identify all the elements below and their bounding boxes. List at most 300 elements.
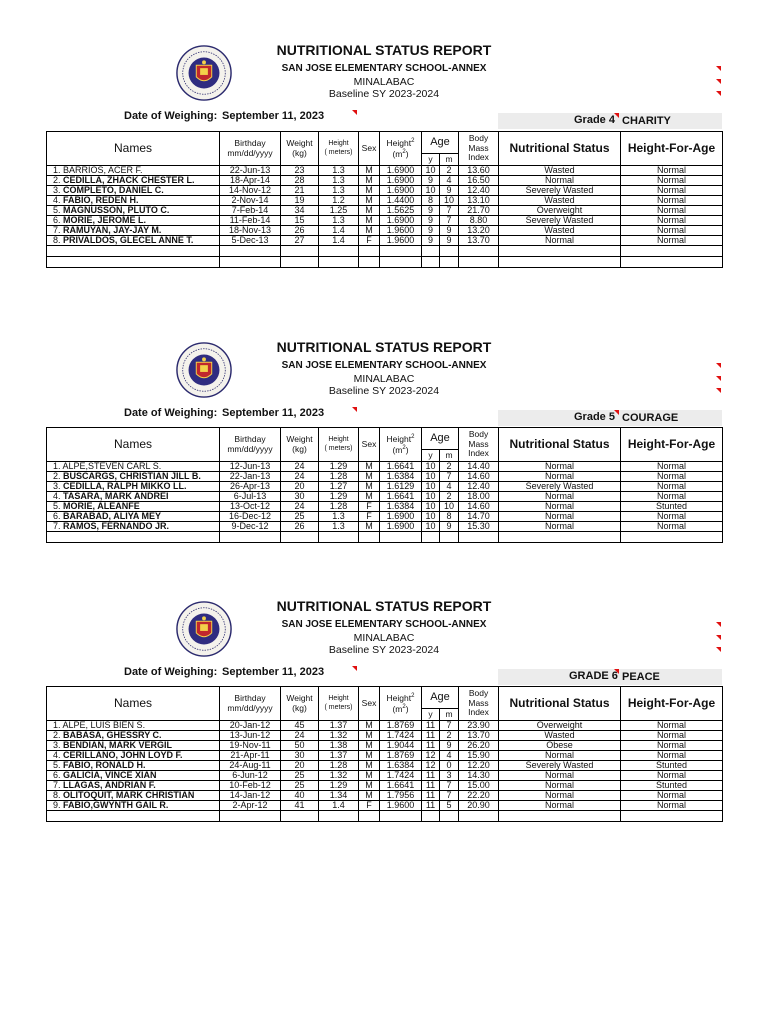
student-name: 2. BUSCARGS, CHRISTIAN JILL B.: [47, 472, 220, 482]
col-height-squared: Height$^2$ $(m^2)$: [380, 687, 422, 721]
height-for-age-cell: Normal: [621, 472, 723, 482]
age-years-cell: 10: [422, 482, 440, 492]
col-weight: Weight (kg): [281, 132, 319, 166]
sex-cell: M: [359, 741, 380, 751]
height-for-age-cell: Normal: [621, 176, 723, 186]
height-squared-cell: 1.7424: [380, 731, 422, 741]
weight-cell: 45: [281, 721, 319, 731]
nutritional-status-cell: Normal: [499, 502, 621, 512]
empty-cell: [621, 532, 723, 543]
height-for-age-cell: Stunted: [621, 761, 723, 771]
table-row: [47, 522, 723, 532]
birthday-cell: 13-Oct-12: [220, 502, 281, 512]
height-cell: 1.28: [319, 761, 359, 771]
height-squared-cell: 1.7956: [380, 791, 422, 801]
height-for-age-cell: Normal: [621, 771, 723, 781]
height-cell: 1.27: [319, 482, 359, 492]
bmi-cell: 14.60: [459, 472, 499, 482]
comment-marker: [716, 622, 721, 627]
date-of-weighing-label: Date of Weighing:: [124, 110, 218, 122]
height-for-age-cell: Normal: [621, 731, 723, 741]
bmi-cell: 20.90: [459, 801, 499, 811]
col-height: Height ( meters): [319, 687, 359, 721]
weight-cell: 23: [281, 166, 319, 176]
height-cell: 1.29: [319, 462, 359, 472]
empty-row: [47, 811, 723, 822]
student-name: 8. OLITOQUIT, MARK CHRISTIAN: [47, 791, 220, 801]
birthday-cell: 9-Dec-12: [220, 522, 281, 532]
height-for-age-cell: Normal: [621, 522, 723, 532]
school-name: SAN JOSE ELEMENTARY SCHOOL-ANNEX: [281, 360, 487, 371]
height-squared-cell: 1.6641: [380, 492, 422, 502]
comment-marker: [614, 669, 619, 674]
empty-cell: [459, 257, 499, 268]
table-row: [47, 186, 723, 196]
birthday-cell: 6-Jul-13: [220, 492, 281, 502]
empty-cell: [380, 811, 422, 822]
weight-cell: 24: [281, 472, 319, 482]
sex-cell: M: [359, 226, 380, 236]
table-row: [47, 512, 723, 522]
col-bmi: Body Mass Index: [459, 687, 499, 721]
date-of-weighing-label: Date of Weighing:: [124, 666, 218, 678]
student-name: 6. GALICIA, VINCE XIAN: [47, 771, 220, 781]
empty-cell: [499, 811, 621, 822]
age-years-cell: 10: [422, 462, 440, 472]
col-age-months: m: [440, 450, 459, 462]
weight-cell: 25: [281, 781, 319, 791]
birthday-cell: 7-Feb-14: [220, 206, 281, 216]
age-years-cell: 12: [422, 751, 440, 761]
nutritional-status-cell: Normal: [499, 512, 621, 522]
age-years-cell: 10: [422, 166, 440, 176]
height-cell: 1.2: [319, 196, 359, 206]
age-months-cell: 7: [440, 791, 459, 801]
date-of-weighing-value: September 11, 2023: [222, 110, 325, 122]
weight-cell: 19: [281, 196, 319, 206]
height-squared-cell: 1.8769: [380, 721, 422, 731]
bmi-cell: 12.40: [459, 186, 499, 196]
nutritional-status-table: [46, 686, 723, 822]
weight-cell: 24: [281, 462, 319, 472]
birthday-cell: 14-Nov-12: [220, 186, 281, 196]
height-for-age-cell: Normal: [621, 226, 723, 236]
empty-cell: [359, 532, 380, 543]
sex-cell: M: [359, 751, 380, 761]
height-cell: 1.3: [319, 176, 359, 186]
col-weight: Weight (kg): [281, 687, 319, 721]
table-row: [47, 751, 723, 761]
height-for-age-cell: Normal: [621, 791, 723, 801]
age-months-cell: 7: [440, 781, 459, 791]
weight-cell: 34: [281, 206, 319, 216]
empty-cell: [422, 246, 440, 257]
birthday-cell: 10-Feb-12: [220, 781, 281, 791]
student-name: 1. ALPE, LUIS BIEN S.: [47, 721, 220, 731]
birthday-cell: 2-Nov-14: [220, 196, 281, 206]
weight-cell: 26: [281, 226, 319, 236]
height-for-age-cell: Normal: [621, 462, 723, 472]
empty-cell: [380, 246, 422, 257]
nutritional-status-cell: Obese: [499, 741, 621, 751]
age-years-cell: 10: [422, 472, 440, 482]
student-name: 6. MORIE, JEROME L.: [47, 216, 220, 226]
height-cell: 1.28: [319, 472, 359, 482]
bmi-cell: 12.40: [459, 482, 499, 492]
age-months-cell: 2: [440, 731, 459, 741]
empty-cell: [220, 257, 281, 268]
col-age-years: y: [422, 709, 440, 721]
baseline-year: Baseline SY 2023-2024: [328, 385, 440, 397]
weight-cell: 25: [281, 771, 319, 781]
empty-cell: [47, 532, 220, 543]
empty-cell: [459, 532, 499, 543]
height-cell: 1.29: [319, 781, 359, 791]
age-months-cell: 7: [440, 721, 459, 731]
age-months-cell: 9: [440, 186, 459, 196]
bmi-cell: 8.80: [459, 216, 499, 226]
baseline-year: Baseline SY 2023-2024: [328, 644, 440, 656]
weight-cell: 26: [281, 522, 319, 532]
sex-cell: M: [359, 472, 380, 482]
section-name: PEACE: [622, 671, 660, 683]
nutritional-status-cell: Normal: [499, 791, 621, 801]
birthday-cell: 13-Jun-12: [220, 731, 281, 741]
nutritional-status-cell: Wasted: [499, 731, 621, 741]
nutritional-status-cell: Wasted: [499, 226, 621, 236]
height-for-age-cell: Normal: [621, 721, 723, 731]
birthday-cell: 18-Apr-14: [220, 176, 281, 186]
height-for-age-cell: Normal: [621, 492, 723, 502]
student-name: 8. PRIVALDOS, GLECEL ANNE T.: [47, 236, 220, 246]
student-name: 9. FABIO,GWYNTH GAIL R.: [47, 801, 220, 811]
height-squared-cell: 1.7424: [380, 771, 422, 781]
table-row: [47, 462, 723, 472]
age-years-cell: 11: [422, 731, 440, 741]
sex-cell: F: [359, 801, 380, 811]
empty-cell: [459, 811, 499, 822]
age-months-cell: 9: [440, 741, 459, 751]
col-sex: Sex: [359, 428, 380, 462]
col-bmi: Body Mass Index: [459, 428, 499, 462]
student-name: 2. CEDILLA, ZHACK CHESTER L.: [47, 176, 220, 186]
table-row: [47, 216, 723, 226]
height-squared-cell: 1.6641: [380, 781, 422, 791]
empty-cell: [440, 532, 459, 543]
sex-cell: F: [359, 236, 380, 246]
birthday-cell: 21-Apr-11: [220, 751, 281, 761]
height-for-age-cell: Normal: [621, 216, 723, 226]
col-weight: Weight (kg): [281, 428, 319, 462]
table-row: [47, 731, 723, 741]
height-for-age-cell: Normal: [621, 236, 723, 246]
height-squared-cell: 1.6641: [380, 462, 422, 472]
nutritional-status-cell: Normal: [499, 462, 621, 472]
birthday-cell: 18-Nov-13: [220, 226, 281, 236]
comment-marker: [716, 635, 721, 640]
col-nutritional-status: Nutritional Status: [499, 428, 621, 462]
age-years-cell: 11: [422, 721, 440, 731]
col-names: Names: [47, 132, 220, 166]
height-for-age-cell: Normal: [621, 482, 723, 492]
nutritional-status-cell: Normal: [499, 751, 621, 761]
empty-cell: [621, 811, 723, 822]
col-age: Age: [422, 428, 459, 450]
student-name: 3. BENDIAN, MARK VERGIL: [47, 741, 220, 751]
birthday-cell: 2-Apr-12: [220, 801, 281, 811]
age-years-cell: 11: [422, 741, 440, 751]
table-row: [47, 176, 723, 186]
comment-marker: [716, 376, 721, 381]
nutritional-status-cell: Normal: [499, 801, 621, 811]
age-years-cell: 9: [422, 226, 440, 236]
table-row: [47, 236, 723, 246]
empty-cell: [47, 246, 220, 257]
age-years-cell: 12: [422, 761, 440, 771]
age-months-cell: 10: [440, 196, 459, 206]
nutritional-status-cell: Wasted: [499, 196, 621, 206]
bmi-cell: 21.70: [459, 206, 499, 216]
section-name: COURAGE: [622, 412, 679, 424]
age-months-cell: 4: [440, 482, 459, 492]
age-years-cell: 9: [422, 216, 440, 226]
empty-cell: [319, 246, 359, 257]
age-months-cell: 7: [440, 216, 459, 226]
height-squared-cell: 1.6900: [380, 166, 422, 176]
student-name: 3. COMPLETO, DANIEL C.: [47, 186, 220, 196]
nutritional-status-cell: Overweight: [499, 206, 621, 216]
height-for-age-cell: Normal: [621, 741, 723, 751]
height-cell: 1.4: [319, 236, 359, 246]
comment-marker: [352, 407, 357, 412]
age-years-cell: 10: [422, 512, 440, 522]
height-squared-cell: 1.6384: [380, 502, 422, 512]
sex-cell: M: [359, 166, 380, 176]
col-nutritional-status: Nutritional Status: [499, 132, 621, 166]
student-name: 7. RAMUYAN, JAY-JAY M.: [47, 226, 220, 236]
school-location: MINALABAC: [353, 373, 415, 385]
age-years-cell: 8: [422, 196, 440, 206]
empty-cell: [422, 257, 440, 268]
weight-cell: 30: [281, 751, 319, 761]
height-cell: 1.37: [319, 751, 359, 761]
col-age: Age: [422, 687, 459, 709]
age-months-cell: 10: [440, 502, 459, 512]
birthday-cell: 11-Feb-14: [220, 216, 281, 226]
school-name: SAN JOSE ELEMENTARY SCHOOL-ANNEX: [281, 63, 487, 74]
nutritional-status-cell: Normal: [499, 492, 621, 502]
col-age: Age: [422, 132, 459, 154]
bmi-cell: 12.20: [459, 761, 499, 771]
bmi-cell: 26.20: [459, 741, 499, 751]
student-name: 6. BARABAD, ALIYA MEY: [47, 512, 220, 522]
col-sex: Sex: [359, 132, 380, 166]
height-squared-cell: 1.8769: [380, 751, 422, 761]
bmi-cell: 15.90: [459, 751, 499, 761]
comment-marker: [716, 363, 721, 368]
age-years-cell: 9: [422, 176, 440, 186]
birthday-cell: 20-Jan-12: [220, 721, 281, 731]
bmi-cell: 13.10: [459, 196, 499, 206]
empty-cell: [380, 257, 422, 268]
age-months-cell: 7: [440, 472, 459, 482]
col-age-months: m: [440, 709, 459, 721]
weight-cell: 25: [281, 512, 319, 522]
empty-cell: [440, 246, 459, 257]
school-name: SAN JOSE ELEMENTARY SCHOOL-ANNEX: [281, 619, 487, 630]
bmi-cell: 14.30: [459, 771, 499, 781]
nutritional-status-cell: Normal: [499, 472, 621, 482]
height-cell: 1.38: [319, 741, 359, 751]
nutritional-status-cell: Severely Wasted: [499, 186, 621, 196]
age-months-cell: 2: [440, 462, 459, 472]
table-row: [47, 801, 723, 811]
height-squared-cell: 1.9044: [380, 741, 422, 751]
school-location: MINALABAC: [353, 76, 415, 88]
nutritional-status-cell: Normal: [499, 781, 621, 791]
height-cell: 1.3: [319, 512, 359, 522]
empty-cell: [422, 811, 440, 822]
height-squared-cell: 1.6384: [380, 472, 422, 482]
empty-cell: [220, 532, 281, 543]
student-name: 2. BABASA, GHESSRY C.: [47, 731, 220, 741]
empty-row: [47, 246, 723, 257]
table-row: [47, 721, 723, 731]
col-names: Names: [47, 428, 220, 462]
table-row: [47, 492, 723, 502]
nutritional-status-cell: Normal: [499, 176, 621, 186]
birthday-cell: 5-Dec-13: [220, 236, 281, 246]
height-squared-cell: 1.4400: [380, 196, 422, 206]
sex-cell: M: [359, 791, 380, 801]
height-for-age-cell: Normal: [621, 801, 723, 811]
height-squared-cell: 1.6900: [380, 176, 422, 186]
sex-cell: F: [359, 502, 380, 512]
sex-cell: M: [359, 761, 380, 771]
empty-cell: [220, 246, 281, 257]
table-row: [47, 502, 723, 512]
table-row: [47, 761, 723, 771]
nutritional-status-table: [46, 131, 723, 268]
height-for-age-cell: Normal: [621, 751, 723, 761]
sex-cell: M: [359, 781, 380, 791]
weight-cell: 40: [281, 791, 319, 801]
age-years-cell: 10: [422, 492, 440, 502]
empty-cell: [319, 811, 359, 822]
age-years-cell: 10: [422, 502, 440, 512]
empty-row: [47, 257, 723, 268]
empty-cell: [440, 811, 459, 822]
nutritional-status-cell: Overweight: [499, 721, 621, 731]
table-row: [47, 196, 723, 206]
col-age-years: y: [422, 154, 440, 166]
empty-cell: [359, 811, 380, 822]
comment-marker: [614, 410, 619, 415]
date-of-weighing-value: September 11, 2023: [222, 666, 325, 678]
comment-marker: [716, 66, 721, 71]
baseline-year: Baseline SY 2023-2024: [328, 88, 440, 100]
nutritional-status-cell: Normal: [499, 522, 621, 532]
nutritional-status-cell: Wasted: [499, 166, 621, 176]
weight-cell: 21: [281, 186, 319, 196]
col-height-for-age: Height-For-Age: [621, 428, 723, 462]
height-cell: 1.4: [319, 226, 359, 236]
nutritional-status-cell: Normal: [499, 771, 621, 781]
sex-cell: M: [359, 771, 380, 781]
weight-cell: 24: [281, 502, 319, 512]
height-squared-cell: 1.9600: [380, 801, 422, 811]
col-height-for-age: Height-For-Age: [621, 132, 723, 166]
height-for-age-cell: Normal: [621, 196, 723, 206]
age-years-cell: 9: [422, 206, 440, 216]
height-squared-cell: 1.6900: [380, 186, 422, 196]
student-name: 1. BARRIOS, ACER F.: [47, 166, 220, 176]
height-cell: 1.32: [319, 731, 359, 741]
empty-cell: [281, 532, 319, 543]
nutritional-status-cell: Normal: [499, 236, 621, 246]
student-name: 4. FABIO, REDEN H.: [47, 196, 220, 206]
birthday-cell: 22-Jan-13: [220, 472, 281, 482]
height-squared-cell: 1.6900: [380, 216, 422, 226]
bmi-cell: 14.60: [459, 502, 499, 512]
empty-cell: [499, 257, 621, 268]
birthday-cell: 14-Jan-12: [220, 791, 281, 801]
birthday-cell: 26-Apr-13: [220, 482, 281, 492]
school-location: MINALABAC: [353, 632, 415, 644]
bmi-cell: 22.20: [459, 791, 499, 801]
bmi-cell: 23.90: [459, 721, 499, 731]
height-cell: 1.37: [319, 721, 359, 731]
student-name: 3. CEDILLA, RALPH MIKKO LL.: [47, 482, 220, 492]
student-name: 7. RAMOS, FERNANDO JR.: [47, 522, 220, 532]
table-row: [47, 741, 723, 751]
sex-cell: M: [359, 196, 380, 206]
comment-marker: [716, 79, 721, 84]
bmi-cell: 14.40: [459, 462, 499, 472]
age-months-cell: 0: [440, 761, 459, 771]
height-cell: 1.4: [319, 801, 359, 811]
age-months-cell: 9: [440, 226, 459, 236]
height-cell: 1.3: [319, 166, 359, 176]
comment-marker: [716, 388, 721, 393]
table-row: [47, 206, 723, 216]
bmi-cell: 14.70: [459, 512, 499, 522]
col-bmi: Body Mass Index: [459, 132, 499, 166]
weight-cell: 15: [281, 216, 319, 226]
comment-marker: [352, 110, 357, 115]
empty-cell: [281, 246, 319, 257]
table-row: [47, 166, 723, 176]
col-birthday: Birthday mm/dd/yyyy: [220, 428, 281, 462]
sex-cell: M: [359, 721, 380, 731]
weight-cell: 30: [281, 492, 319, 502]
empty-cell: [380, 532, 422, 543]
age-years-cell: 11: [422, 801, 440, 811]
age-years-cell: 11: [422, 791, 440, 801]
col-height-for-age: Height-For-Age: [621, 687, 723, 721]
age-months-cell: 7: [440, 206, 459, 216]
student-name: 5. MORIE, ALEANFE: [47, 502, 220, 512]
empty-cell: [319, 257, 359, 268]
col-nutritional-status: Nutritional Status: [499, 687, 621, 721]
height-cell: 1.3: [319, 522, 359, 532]
birthday-cell: 24-Aug-11: [220, 761, 281, 771]
age-months-cell: 3: [440, 771, 459, 781]
age-months-cell: 4: [440, 751, 459, 761]
bmi-cell: 13.70: [459, 731, 499, 741]
comment-marker: [716, 91, 721, 96]
height-squared-cell: 1.6129: [380, 482, 422, 492]
